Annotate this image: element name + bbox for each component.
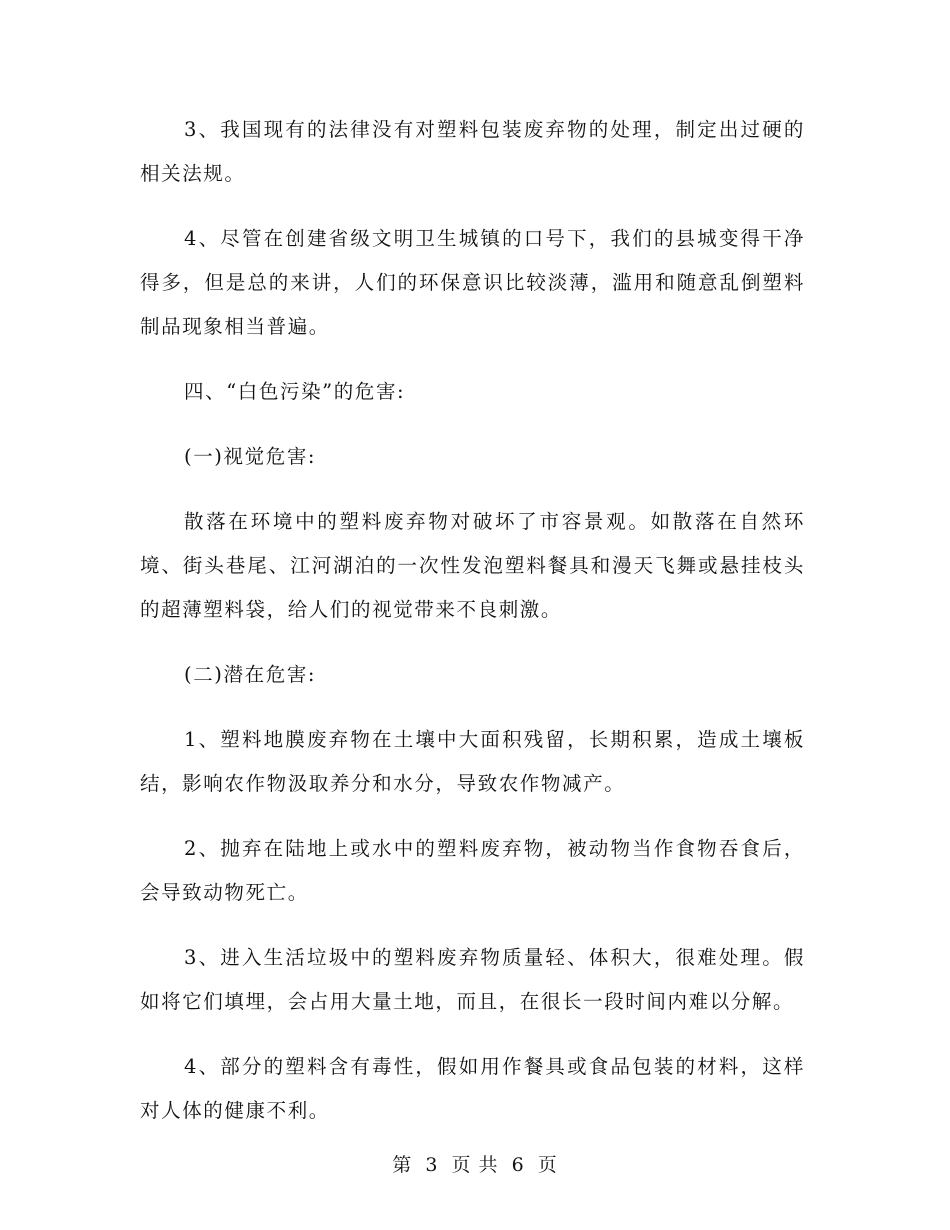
page-footer — [0, 1150, 950, 1177]
document-body — [140, 108, 805, 1133]
current-page-number: 3 — [425, 1154, 439, 1176]
subheading-potential-hazard: (二)潜在危害: — [184, 663, 317, 686]
subheading-visual-hazard: (一)视觉危害: — [184, 445, 317, 468]
footer-suffix: 页 — [537, 1154, 558, 1176]
paragraph-hazard-item-3: 3、进入生活垃圾中的塑料废弃物质量轻、体积大，很难处理。假如将它们填埋，会占用大量土地，而且，在很长一段时间内难以分解。 — [140, 946, 805, 1013]
paragraph-hazard-item-4: 4、部分的塑料含有毒性，假如用作餐具或食品包装的材料，这样对人体的健康不利。 — [140, 1055, 805, 1122]
paragraph-law-item-3: 3、我国现有的法律没有对塑料包装废弃物的处理，制定出过硬的相关法规。 — [140, 118, 805, 185]
paragraph-hazard-item-2: 2、抛弃在陆地上或水中的塑料废弃物，被动物当作食物吞食后，会导致动物死亡。 — [140, 837, 805, 904]
paragraph-awareness-item-4: 4、尽管在创建省级文明卫生城镇的口号下，我们的县城变得干净得多，但是总的来讲，人们的环保意识比较淡薄，滥用和随意乱倒塑料制品现象相当普遍。 — [140, 227, 805, 338]
paragraph-visual-hazard: 散落在环境中的塑料废弃物对破坏了市容景观。如散落在自然环境、街头巷尾、江河湖泊的一次性发泡塑料餐具和漫天飞舞或悬挂枝头的超薄塑料袋，给人们的视觉带来不良刺激。 — [140, 510, 805, 621]
footer-prefix: 第 — [392, 1154, 413, 1176]
section-heading-hazards: 四、“白色污染”的危害: — [184, 380, 406, 403]
paragraph-hazard-item-1: 1、塑料地膜废弃物在土壤中大面积残留，长期积累，造成土壤板结，影响农作物汲取养分和水分，导致农作物减产。 — [140, 728, 805, 795]
footer-middle: 页 共 — [451, 1154, 499, 1176]
total-pages-number: 6 — [511, 1154, 525, 1176]
